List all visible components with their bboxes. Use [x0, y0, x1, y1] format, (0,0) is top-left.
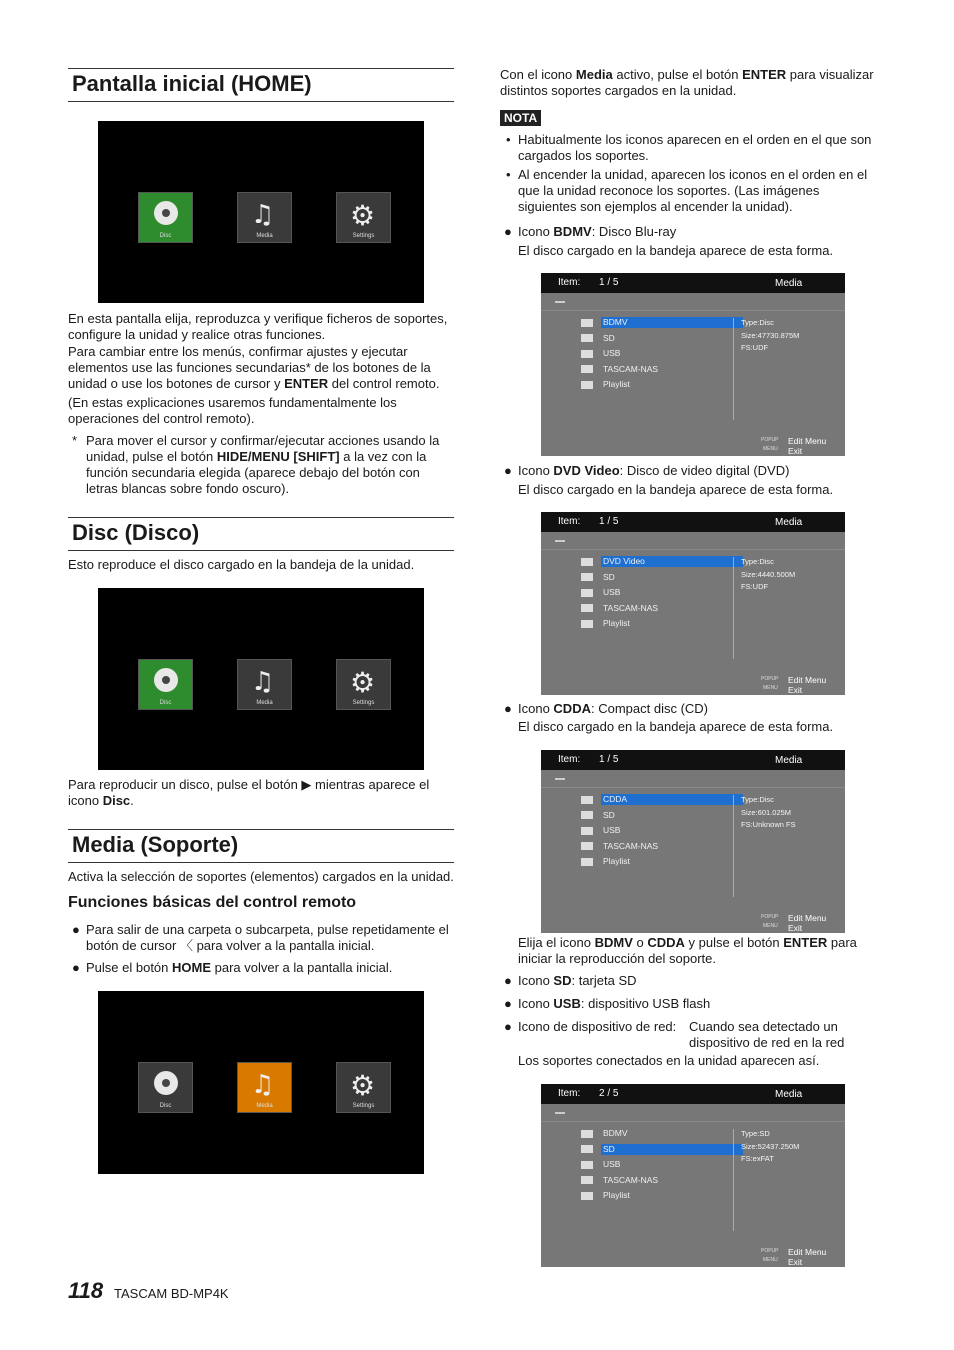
network-desc-2: Los soportes conectados en la unidad aparecen así.	[518, 1053, 820, 1068]
settings-tile	[336, 192, 391, 243]
media-row-label: TASCAM-NAS	[603, 363, 659, 374]
svg-text:♫: ♫	[251, 1070, 275, 1100]
footer-edit-menu: Edit Menu	[788, 913, 827, 923]
settings-tile-label: Settings	[352, 233, 375, 239]
media-tile-label: Media	[256, 700, 273, 706]
media-icon	[238, 660, 293, 700]
bullet-icon: ●	[72, 922, 80, 937]
media-row-label: USB	[603, 1159, 621, 1169]
media-row-label: Playlist	[603, 1190, 630, 1200]
bullet-icon: ●	[504, 973, 512, 988]
media-type-icon	[581, 573, 593, 581]
separator-bar	[555, 778, 565, 780]
separator-bar	[555, 301, 565, 303]
media-paragraph-1: Activa la selección de soportes (elementos) cargados en la unidad.	[68, 869, 454, 884]
media-row-label: CDDA	[601, 794, 743, 805]
dvd-desc: El disco cargado en la bandeja aparece de esta forma.	[518, 482, 834, 497]
media-type-icon	[581, 827, 593, 835]
media-row[interactable]	[581, 810, 743, 821]
media-row-label: SD	[603, 332, 615, 343]
media-type-icon	[581, 842, 593, 850]
gear-icon	[337, 660, 392, 700]
menu-key: MENU	[763, 446, 778, 452]
media-row[interactable]	[581, 1175, 743, 1186]
media-row[interactable]	[581, 794, 743, 805]
media-icon	[238, 193, 293, 233]
media-type-icon	[581, 620, 593, 628]
subheading-remote-functions: Funciones básicas del control remoto	[68, 894, 357, 911]
gear-icon	[337, 1063, 392, 1103]
media-row[interactable]	[581, 1144, 743, 1155]
svg-text:♫: ♫	[251, 667, 275, 697]
cd-line: Icono CDDA: Compact disc (CD)	[518, 701, 709, 716]
nota-item-1: Habitualmente los iconos aparecen en el orden en el que son cargados los soportes.	[518, 132, 872, 163]
media-type-icon	[581, 558, 593, 566]
gear-icon	[337, 193, 392, 233]
window-title: Media	[775, 755, 803, 766]
item-label: Item:	[558, 516, 581, 527]
media-row-label: TASCAM-NAS	[603, 1174, 659, 1185]
media-row-label: SD	[603, 809, 615, 820]
bullet-icon: ●	[504, 463, 512, 478]
bullet-icon: ●	[504, 701, 512, 716]
footer-exit: Exit	[788, 1257, 803, 1267]
disc-paragraph-2: Para reproducir un disco, pulse el botón ▶ mientras aparece el icono Disc.	[68, 777, 430, 808]
media-row[interactable]	[581, 317, 743, 328]
bdmv-desc: El disco cargado en la bandeja aparece de esta forma.	[518, 243, 834, 258]
media-row-label: SD	[601, 1144, 743, 1155]
func-bullet-1: Para salir de una carpeta o subcarpeta, pulse repetidamente el botón de cursor 〈 para volver a la pantalla inicial.	[86, 922, 449, 953]
media-window	[541, 1084, 845, 1267]
media-type-icon	[581, 858, 593, 866]
svg-text:♫: ♫	[251, 200, 275, 230]
home-paragraph-3: (En estas explicaciones usaremos fundamentalmente los operaciones del control remoto).	[68, 395, 397, 426]
footer-exit: Exit	[788, 923, 803, 933]
scroll-track	[733, 318, 734, 420]
item-count: 1 / 5	[599, 516, 619, 527]
home-footnote: Para mover el cursor y confirmar/ejecutar acciones usando la unidad, pulse el botón HIDE/MENU [SHIFT] a la vez con la función secundaria elegida (aparece debajo del botón con letras blancas sobre fondo oscuro).	[86, 433, 440, 496]
popup-key: POPUP	[761, 676, 779, 682]
media-info-line: Type:Disc	[741, 318, 774, 327]
bullet-icon: ●	[504, 996, 512, 1011]
footer-model: TASCAM BD-MP4K	[114, 1286, 229, 1301]
footer-edit-menu: Edit Menu	[788, 675, 827, 685]
media-row-label: Playlist	[603, 856, 630, 866]
media-row[interactable]	[581, 841, 743, 852]
media-icon	[238, 1063, 293, 1103]
media-type-icon	[581, 1161, 593, 1169]
disc-tile-label: Disc	[159, 700, 172, 706]
media-info-line: FS:UDF	[741, 343, 769, 352]
list-area	[541, 310, 845, 311]
media-row[interactable]	[581, 556, 743, 567]
media-tile-label: Media	[256, 233, 273, 239]
media-type-icon	[581, 589, 593, 597]
bullet-icon: •	[506, 132, 511, 147]
popup-key: POPUP	[761, 914, 779, 920]
section-title-home: Pantalla inicial (HOME)	[68, 68, 454, 102]
settings-tile	[336, 659, 391, 710]
play-icon: ▶	[301, 777, 312, 792]
media-row[interactable]	[581, 1190, 743, 1201]
home-paragraph-2: Para cambiar entre los menús, confirmar ajustes y ejecutar elementos use las funciones secundarias* de los botones de la unidad o use los botones de cursor y ENTER del control remoto.	[68, 344, 440, 391]
item-label: Item:	[558, 754, 581, 765]
media-row-label: TASCAM-NAS	[603, 602, 659, 613]
media-row-label: USB	[603, 587, 621, 597]
media-info-line: FS:Unknown FS	[741, 820, 796, 829]
media-row[interactable]	[581, 379, 743, 390]
media-row[interactable]	[581, 1159, 743, 1170]
list-area	[541, 1121, 845, 1122]
media-info-line: Type:Disc	[741, 795, 774, 804]
footer-edit-menu: Edit Menu	[788, 436, 827, 446]
media-info-line: Size:47730.875M	[741, 330, 800, 340]
media-row[interactable]	[581, 587, 743, 598]
media-type-icon	[581, 1176, 593, 1184]
media-row-label: BDMV	[603, 1128, 628, 1138]
menu-key: MENU	[763, 685, 778, 691]
menu-key: MENU	[763, 923, 778, 929]
window-title: Media	[775, 517, 803, 528]
disc-icon	[154, 1071, 178, 1095]
disc-tile	[138, 659, 193, 710]
media-type-icon	[581, 350, 593, 358]
media-row-label: DVD Video	[601, 556, 743, 567]
item-count: 1 / 5	[599, 277, 619, 288]
window-title: Media	[775, 278, 803, 289]
choose-paragraph: Elija el icono BDMV o CDDA y pulse el botón ENTER para iniciar la reproducción del soporte.	[518, 935, 857, 966]
svg-text:⚙: ⚙	[350, 199, 376, 232]
media-row-label: Playlist	[603, 618, 630, 628]
media-row[interactable]	[581, 618, 743, 629]
media-type-icon	[581, 381, 593, 389]
media-info-line: Size:601.025M	[741, 807, 792, 817]
bdmv-line: Icono BDMV: Disco Blu-ray	[518, 224, 677, 239]
disc-icon	[154, 668, 178, 692]
bullet-icon: ●	[504, 1019, 512, 1034]
nota-item-2: Al encender la unidad, aparecen los iconos en el orden en el que la unidad reconoce los soportes. (Las imágenes siguientes son ejemplos al encender la unidad).	[518, 167, 868, 214]
media-row[interactable]	[581, 856, 743, 867]
nota-badge: NOTA	[500, 110, 541, 126]
media-tile	[237, 659, 292, 710]
media-window	[541, 512, 845, 695]
media-type-icon	[581, 604, 593, 612]
svg-text:⚙: ⚙	[350, 666, 376, 699]
disc-tile-label: Disc	[159, 233, 172, 239]
window-title: Media	[775, 1089, 803, 1100]
media-info-line: FS:UDF	[741, 582, 769, 591]
media-row-label: Playlist	[603, 379, 630, 389]
home-screen-screenshot-1	[98, 121, 424, 303]
media-type-icon	[581, 1192, 593, 1200]
bullet-icon: •	[506, 167, 511, 182]
section-title-media: Media (Soporte)	[68, 829, 454, 863]
media-window	[541, 273, 845, 456]
home-screen-screenshot-3	[98, 991, 424, 1174]
footer-edit-menu: Edit Menu	[788, 1247, 827, 1257]
media-row[interactable]	[581, 572, 743, 583]
footnote-star: *	[72, 433, 78, 448]
settings-tile	[336, 1062, 391, 1113]
media-tile-label: Media	[256, 1103, 273, 1109]
media-row[interactable]	[581, 825, 743, 836]
scroll-track	[733, 1129, 734, 1231]
disc-tile	[138, 192, 193, 243]
media-type-icon	[581, 796, 593, 804]
media-row[interactable]	[581, 333, 743, 344]
media-tile	[237, 1062, 292, 1113]
bullet-icon: ●	[504, 224, 512, 239]
func-bullet-2: Pulse el botón HOME para volver a la pantalla inicial.	[86, 960, 393, 975]
chevron-left-icon: 〈	[179, 938, 193, 953]
media-window-header	[541, 273, 845, 293]
media-row-label: TASCAM-NAS	[603, 840, 659, 851]
network-label: Icono de dispositivo de red:	[518, 1019, 677, 1034]
media-info-line: Type:Disc	[741, 557, 774, 566]
disc-tile-label: Disc	[159, 1103, 172, 1109]
footer-exit: Exit	[788, 685, 803, 695]
media-type-icon	[581, 1145, 593, 1153]
media-info-line: Type:SD	[741, 1129, 770, 1138]
popup-key: POPUP	[761, 437, 779, 443]
media-window-header	[541, 512, 845, 532]
usb-line: Icono USB: dispositivo USB flash	[518, 996, 711, 1011]
media-row[interactable]	[581, 603, 743, 614]
media-type-icon	[581, 811, 593, 819]
disc-icon	[154, 201, 178, 225]
disc-paragraph-1: Esto reproduce el disco cargado en la bandeja de la unidad.	[68, 557, 415, 572]
settings-tile-label: Settings	[352, 700, 375, 706]
network-desc: Cuando sea detectado un dispositivo de red en la red	[689, 1019, 845, 1050]
media-row[interactable]	[581, 348, 743, 359]
media-row-label: USB	[603, 825, 621, 835]
page-number: 118	[68, 1278, 104, 1303]
home-paragraph-1: En esta pantalla elija, reproduzca y verifique ficheros de soportes, configure la unidad y realice otras funciones.	[68, 311, 448, 342]
menu-key: MENU	[763, 1257, 778, 1263]
media-type-icon	[581, 319, 593, 327]
sd-line: Icono SD: tarjeta SD	[518, 973, 637, 988]
separator-bar	[555, 1112, 565, 1114]
media-type-icon	[581, 1130, 593, 1138]
svg-text:⚙: ⚙	[350, 1069, 376, 1102]
footer-exit: Exit	[788, 446, 803, 456]
media-window-header	[541, 750, 845, 770]
disc-tile	[138, 1062, 193, 1113]
media-row-label: BDMV	[601, 317, 743, 328]
scroll-track	[733, 557, 734, 659]
settings-tile-label: Settings	[352, 1103, 375, 1109]
home-screen-screenshot-2	[98, 588, 424, 770]
media-info-line: Size:4440.500M	[741, 569, 796, 579]
media-intro: Con el icono Media activo, pulse el botón ENTER para visualizar distintos soportes cargados en la unidad.	[500, 67, 874, 98]
cd-desc: El disco cargado en la bandeja aparece de esta forma.	[518, 719, 834, 734]
media-type-icon	[581, 365, 593, 373]
media-info-line: FS:exFAT	[741, 1154, 774, 1163]
media-info-line: Size:52437.250M	[741, 1141, 800, 1151]
media-row-label: USB	[603, 348, 621, 358]
dvd-line: Icono DVD Video: Disco de video digital (DVD)	[518, 463, 790, 478]
scroll-track	[733, 795, 734, 897]
separator-bar	[555, 540, 565, 542]
bullet-icon: ●	[72, 960, 80, 975]
item-count: 1 / 5	[599, 754, 619, 765]
item-label: Item:	[558, 1088, 581, 1099]
media-row-label: SD	[603, 571, 615, 582]
media-window	[541, 750, 845, 933]
list-area	[541, 549, 845, 550]
list-area	[541, 787, 845, 788]
media-window-header	[541, 1084, 845, 1104]
media-tile	[237, 192, 292, 243]
popup-key: POPUP	[761, 1248, 779, 1254]
item-count: 2 / 5	[599, 1088, 619, 1099]
media-type-icon	[581, 334, 593, 342]
section-title-disc: Disc (Disco)	[68, 517, 454, 551]
media-row[interactable]	[581, 364, 743, 375]
item-label: Item:	[558, 277, 581, 288]
media-row[interactable]	[581, 1128, 743, 1139]
